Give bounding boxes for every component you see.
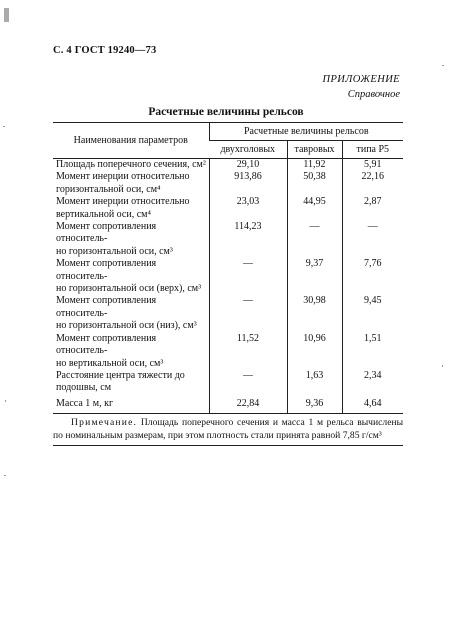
scan-mark (442, 365, 443, 367)
value-cell: 22,84 (209, 395, 287, 414)
value-cell: 114,23 (209, 221, 287, 258)
value-cell: 29,10 (209, 159, 287, 172)
value-cell: 9,36 (287, 395, 342, 414)
param-name: Площадь поперечного сечения, см² (56, 159, 206, 170)
value-cell: 2,34 (342, 370, 403, 395)
note-text: Площадь поперечного сечения и масса 1 м рельса вычислены по номинальным размерам, при этом плотность стали принята равной 7,85 г/см³ (53, 417, 404, 441)
value-cell: — (209, 295, 287, 332)
value-cell: 7,76 (342, 258, 403, 295)
value-cell: 1,51 (342, 333, 403, 370)
value-cell: 22,16 (342, 171, 403, 196)
rail-values-table (53, 122, 403, 446)
scan-mark (4, 475, 6, 476)
param-name: Момент сопротивления относитель- но горизонтальной оси (верх), см³ (56, 258, 202, 295)
value-cell: — (209, 258, 287, 295)
value-cell: 50,38 (287, 171, 342, 196)
note-lead: Примечание. (71, 417, 138, 429)
param-name: Масса 1 м, кг (56, 397, 114, 409)
value-cell: 1,63 (287, 370, 342, 395)
param-column-header: Наименования параметров (53, 123, 209, 159)
column-header: типа Р5 (342, 141, 403, 159)
param-name: Момент инерции относительно вертикальной оси, см⁴ (56, 196, 190, 220)
value-cell: 9,37 (287, 258, 342, 295)
table-row (53, 171, 403, 196)
table-row (53, 370, 403, 395)
value-cell: — (342, 221, 403, 258)
table-row (53, 258, 403, 295)
table-note (53, 414, 403, 446)
table-row (53, 196, 403, 221)
page-header: С. 4 ГОСТ 19240—73 (53, 45, 157, 56)
table-row (53, 333, 403, 370)
scan-mark (5, 400, 6, 402)
value-cell: 10,96 (287, 333, 342, 370)
value-cell: 23,03 (209, 196, 287, 221)
value-cell: 2,87 (342, 196, 403, 221)
appendix-title: ПРИЛОЖЕНИЕ (322, 74, 400, 85)
param-name: Момент сопротивления относитель- но горизонтальной оси, см³ (56, 221, 173, 257)
value-cell: 30,98 (287, 295, 342, 332)
value-cell: 44,95 (287, 196, 342, 221)
column-header: тавровых (287, 141, 342, 159)
table-container (53, 122, 403, 446)
table-title: Расчетные величины рельсов (148, 106, 304, 118)
value-cell: — (287, 221, 342, 258)
param-name: Расстояние центра тяжести до подошвы, см (56, 369, 185, 394)
appendix-label (323, 72, 401, 102)
value-cell: 913,86 (209, 171, 287, 196)
column-header: двухголовых (209, 141, 287, 159)
table-row (53, 221, 403, 258)
table-row (53, 395, 403, 414)
scan-mark (3, 126, 5, 127)
value-cell: 4,64 (342, 395, 403, 414)
table-row (53, 295, 403, 332)
appendix-subtitle: Справочное (347, 89, 400, 100)
scan-mark (442, 65, 444, 66)
value-cell: — (209, 370, 287, 395)
value-cell: 9,45 (342, 295, 403, 332)
group-column-header: Расчетные величины рельсов (209, 123, 403, 141)
scan-mark (4, 8, 9, 22)
param-name: Момент сопротивления относитель- но вертикальной оси, см³ (56, 332, 164, 369)
param-name: Момент сопротивления относитель- но горизонтальной оси (низ), см³ (56, 295, 197, 332)
value-cell: 11,92 (287, 159, 342, 172)
value-cell: 5,91 (342, 159, 403, 172)
value-cell: 11,52 (209, 333, 287, 370)
table-row (53, 159, 403, 172)
param-name: Момент инерции относительно горизонтальной оси, см⁴ (56, 171, 190, 195)
